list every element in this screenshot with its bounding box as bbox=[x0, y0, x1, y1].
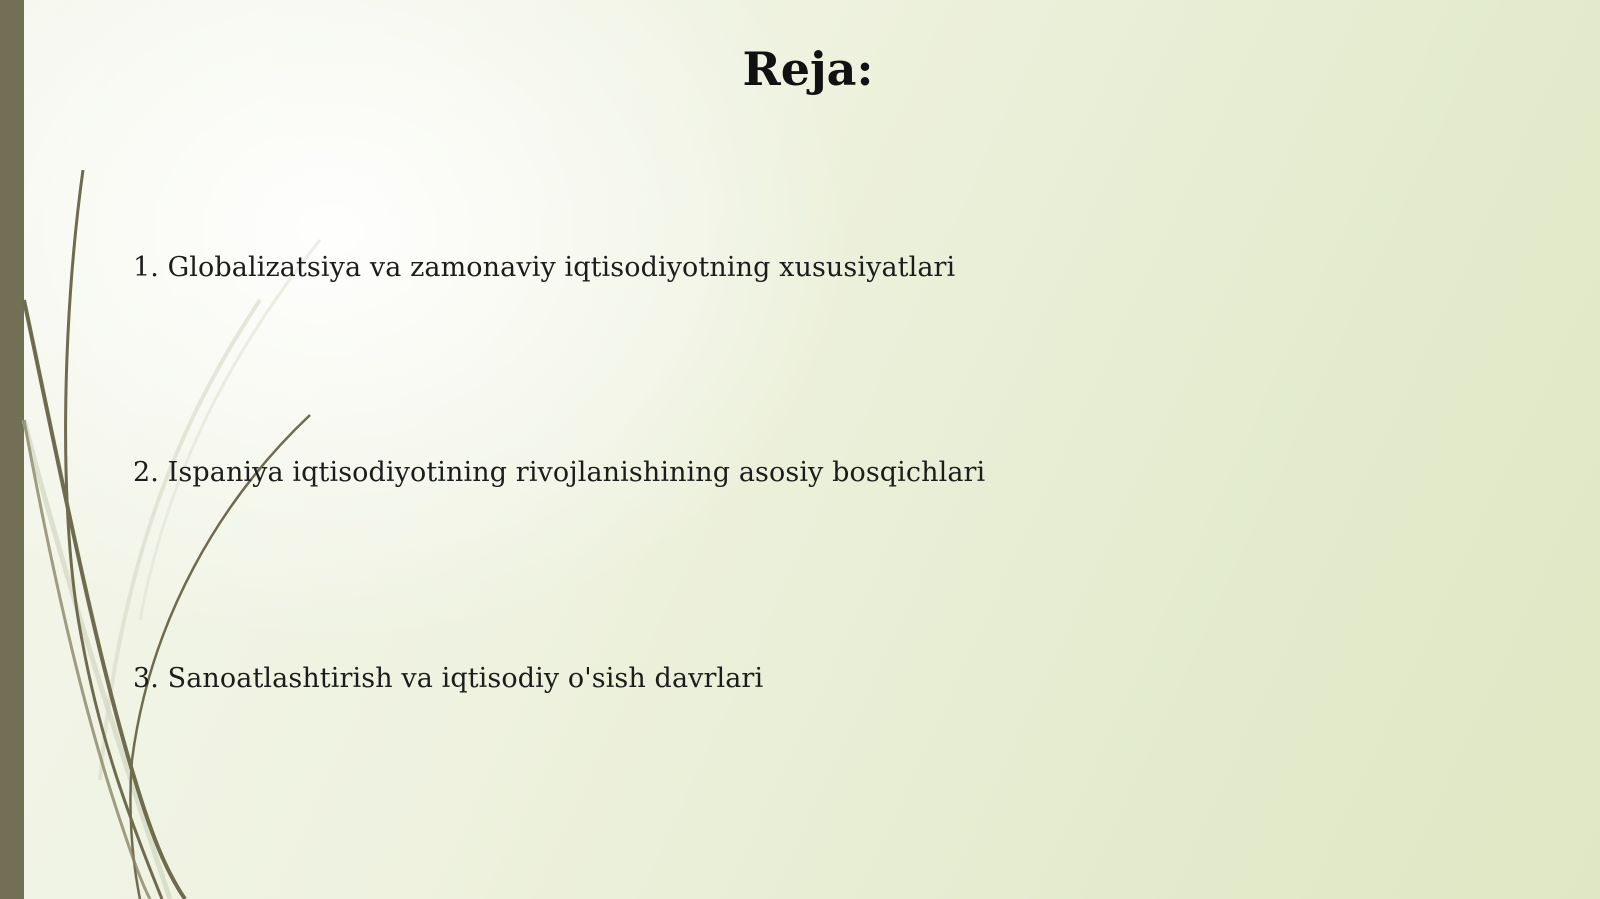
slide-title: Reja: bbox=[742, 42, 874, 96]
left-accent-bar bbox=[0, 0, 24, 899]
plan-item-1: 1. Globalizatsiya va zamonaviy iqtisodiyotning xususiyatlari bbox=[133, 252, 956, 283]
plan-item-2: 2. Ispaniya iqtisodiyotining rivojlanishining asosiy bosqichlari bbox=[133, 457, 986, 488]
plan-item-3: 3. Sanoatlashtirish va iqtisodiy o'sish davrlari bbox=[133, 663, 764, 694]
